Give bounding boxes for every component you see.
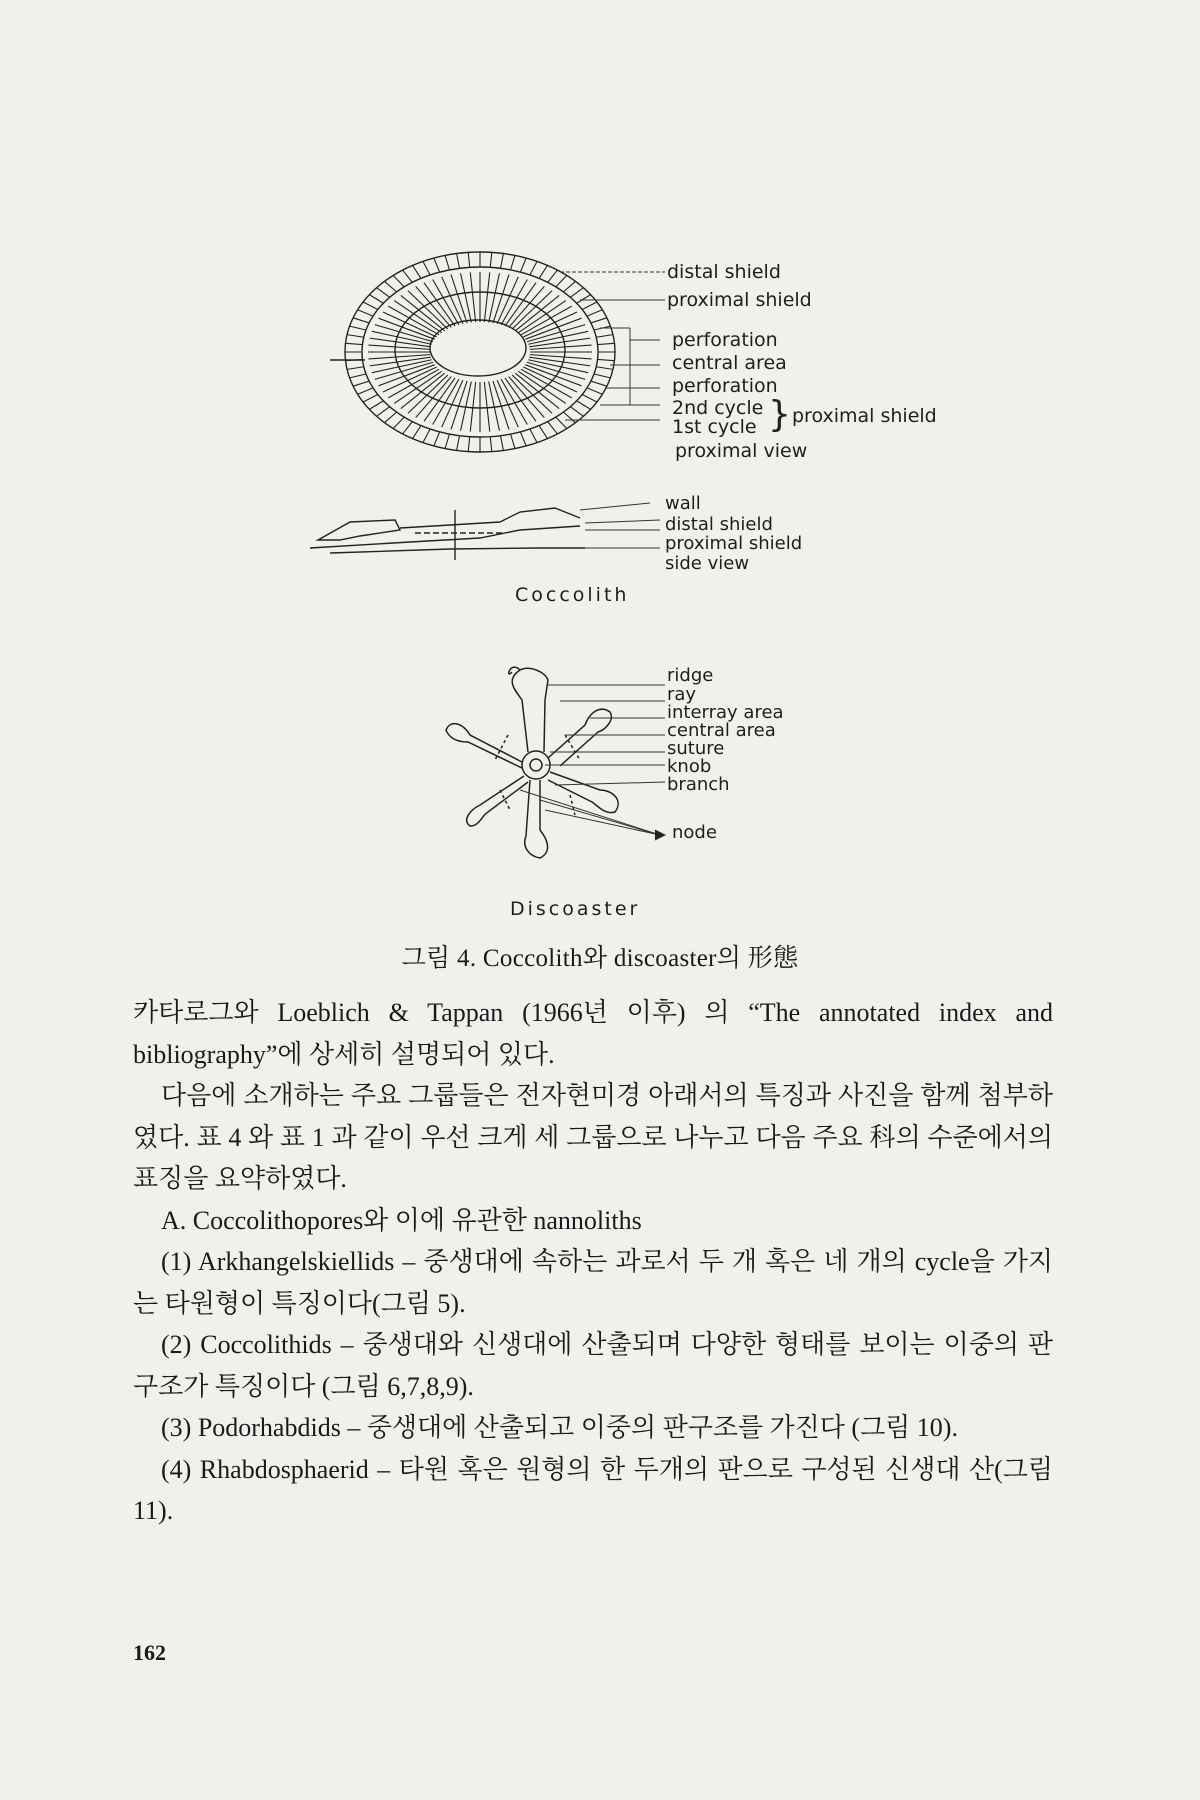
shield-element <box>511 255 515 269</box>
discoaster-title: Discoaster <box>510 898 641 920</box>
label-ray: ray <box>667 684 697 705</box>
shield-element <box>385 412 397 423</box>
shield-element <box>598 359 615 360</box>
shield-element <box>457 436 460 451</box>
shield-element <box>413 426 422 439</box>
label-2nd-cycle: 2nd cycle <box>672 397 764 419</box>
label-proximal-shield: proximal shield <box>667 289 812 311</box>
shield-element <box>369 295 383 304</box>
shield-element <box>347 335 364 338</box>
coccolith-side-view-drawing <box>310 508 585 560</box>
shield-element <box>363 302 378 310</box>
shield-element <box>346 343 363 344</box>
shield-element <box>530 429 537 443</box>
inner-element <box>470 272 475 322</box>
shield-element <box>530 261 537 275</box>
shield-element <box>596 335 613 338</box>
list-item: (4) Rhabdosphaerid – 타원 혹은 원형의 한 두개의 판으로 구성된 신생대 산(그림 11). <box>133 1454 1053 1525</box>
shield-element <box>563 281 575 292</box>
inner-element <box>484 382 489 432</box>
label-wall: wall <box>665 493 701 514</box>
list-item: (1) Arkhangelskiellids – 중생대에 속하는 과로서 두 개 혹은 네 개의 cycle을 가지는 타원형이 특징이다(그림 5). <box>133 1247 1053 1318</box>
list-item: (2) Coccolithids – 중생대와 신생대에 산출되며 다양한 형태를 보이는 이중의 판구조가 특징이다 (그림 6,7,8,9). <box>133 1330 1053 1401</box>
shield-element <box>353 381 369 386</box>
label-knob: knob <box>667 756 712 777</box>
inner-element <box>424 378 455 421</box>
body-text <box>133 992 1053 1532</box>
shield-element <box>570 288 583 298</box>
shield-element <box>468 437 469 452</box>
shield-element <box>500 254 503 269</box>
shield-element <box>587 310 602 316</box>
shield-element <box>413 265 422 278</box>
shield-element <box>591 318 607 323</box>
shield-element <box>393 275 404 286</box>
label-branch: branch <box>667 774 730 795</box>
list-item: (3) Podorhabdids – 중생대에 산출되고 이중의 판구조를 가진다 (그림 10). <box>161 1413 958 1442</box>
shield-element <box>423 261 430 275</box>
shield-element <box>539 265 548 278</box>
shield-element <box>363 395 378 403</box>
label-side-view: side view <box>665 553 750 574</box>
shield-element <box>350 374 366 378</box>
shield-element <box>556 417 567 428</box>
label-node: node <box>672 822 717 843</box>
label-proximal-view: proximal view <box>675 440 808 462</box>
shield-element <box>377 407 390 417</box>
shield-element <box>403 422 413 434</box>
label-perforation: perforation <box>672 329 778 351</box>
inner-element <box>489 273 500 322</box>
coccolith-proximal-view-drawing <box>330 252 615 452</box>
shield-element <box>347 367 364 370</box>
shield-element <box>563 412 575 423</box>
shield-element <box>369 401 383 410</box>
shield-element <box>511 434 515 448</box>
inner-element <box>505 378 536 421</box>
shield-element <box>577 295 591 304</box>
cycle-brace: } <box>768 394 791 435</box>
label-side-distal-shield: distal shield <box>665 514 773 535</box>
label-side-proximal-shield: proximal shield <box>665 533 803 554</box>
shield-element <box>539 426 548 439</box>
shield-element <box>598 343 615 344</box>
shield-element <box>385 281 397 292</box>
shield-element <box>358 388 373 394</box>
shield-element <box>582 395 597 403</box>
label-cycle-proximal-shield: proximal shield <box>792 405 937 427</box>
coccolith-title: Coccolith <box>515 584 630 606</box>
label-1st-cycle: 1st cycle <box>672 416 757 438</box>
label-interray-area: interray area <box>667 702 784 723</box>
shield-element <box>353 318 369 323</box>
shield-element <box>377 288 390 298</box>
label-central-area: central area <box>672 352 787 374</box>
label-ridge: ridge <box>667 665 714 686</box>
label-perforation-2: perforation <box>672 375 778 397</box>
shield-element <box>393 417 404 428</box>
shield-element <box>591 381 607 386</box>
shield-element <box>434 258 440 272</box>
shield-element <box>500 436 503 451</box>
inner-element <box>461 273 472 322</box>
shield-element <box>587 388 602 394</box>
shield-element <box>423 429 430 443</box>
shield-element <box>490 437 491 452</box>
shield-element <box>490 252 491 267</box>
shield-element <box>596 367 613 370</box>
side-view-leader-lines <box>580 503 660 548</box>
shield-element <box>520 432 526 446</box>
shield-element <box>570 407 583 417</box>
label-distal-shield: distal shield <box>667 261 781 283</box>
paragraph: 카타로그와 Loeblich & Tappan (1966년 이후) 의 “The annotated index and bibliography”에 상세히 설명되어 있다. <box>133 998 1053 1069</box>
label-suture: suture <box>667 738 725 759</box>
shield-element <box>582 302 597 310</box>
shield-element <box>358 310 373 316</box>
shield-element <box>457 254 460 269</box>
discoaster-drawing <box>446 667 618 858</box>
shield-element <box>577 401 591 410</box>
page-number: 162 <box>133 1640 166 1665</box>
inner-element <box>470 382 475 432</box>
inner-element <box>484 272 489 322</box>
figure-caption: 그림 4. Coccolith와 discoaster의 形態 <box>401 945 799 972</box>
shield-element <box>548 422 558 434</box>
shield-element <box>445 255 449 269</box>
label-central-area-d: central area <box>667 720 776 741</box>
shield-element <box>403 270 413 282</box>
shield-element <box>520 258 526 272</box>
paragraph: 다음에 소개하는 주요 그룹들은 전자현미경 아래서의 특징과 사진을 함께 첨부하였다. 표 4 와 표 1 과 같이 우선 크게 세 그룹으로 나누고 다음 주요 科의 수준에서의 표징을 요약하였다. <box>133 1081 1053 1193</box>
shield-element <box>434 432 440 446</box>
shield-element <box>445 434 449 448</box>
shield-element <box>594 374 610 378</box>
section-heading: A. Coccolithopores와 이에 유관한 nannoliths <box>161 1205 642 1235</box>
shield-element <box>468 252 469 267</box>
shield-element <box>350 326 366 330</box>
shield-element <box>556 275 567 286</box>
shield-element <box>548 270 558 282</box>
